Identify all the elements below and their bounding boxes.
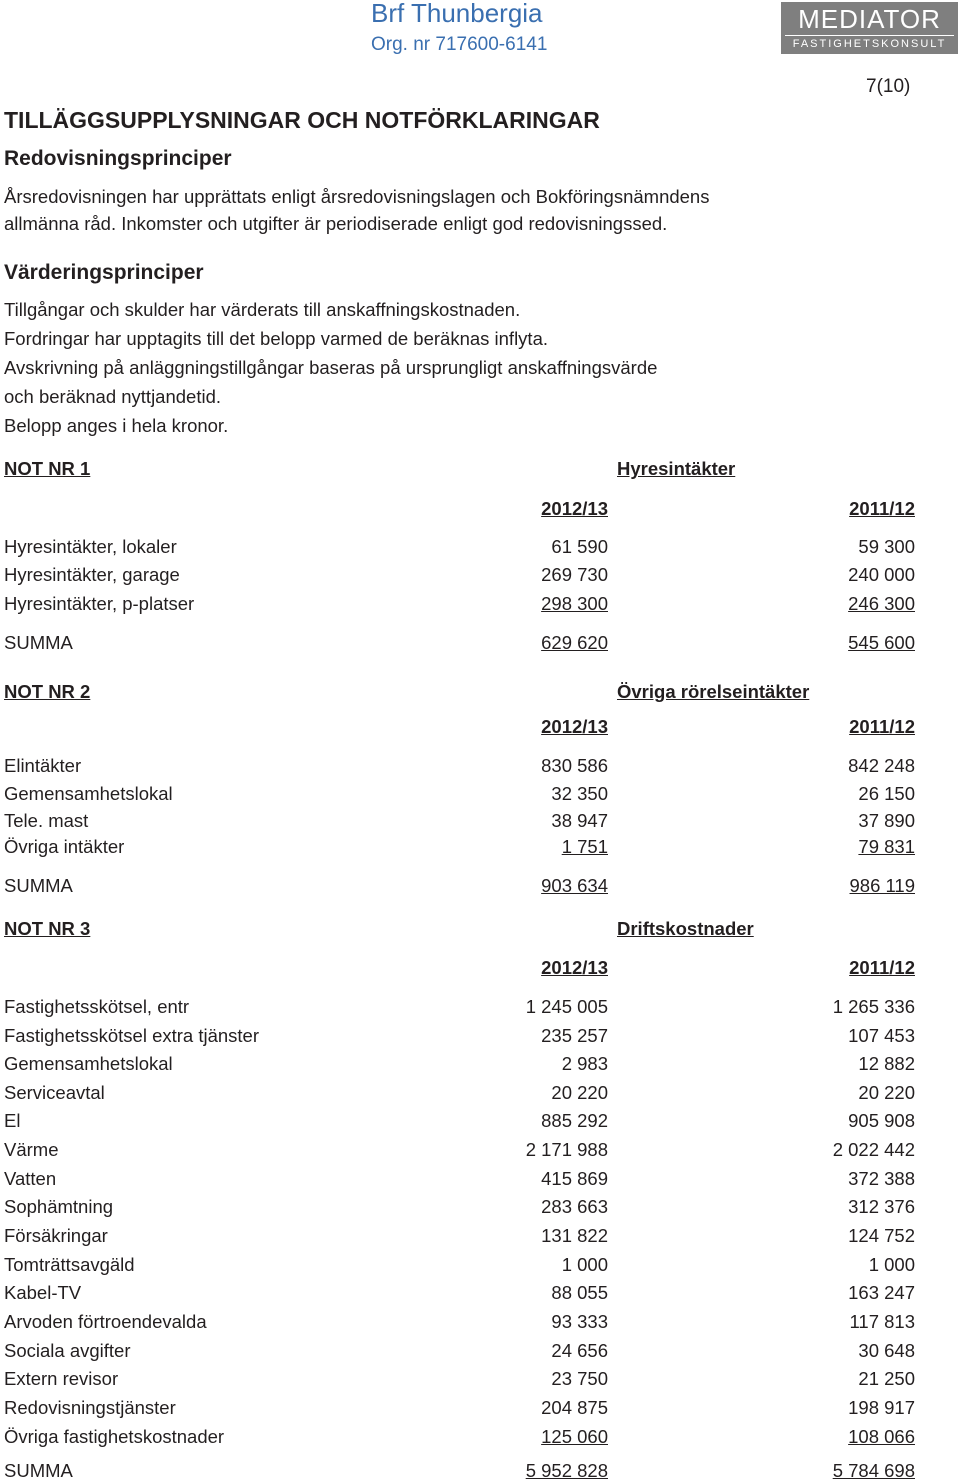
- table-row-label: Hyresintäkter, p-platser: [4, 593, 195, 614]
- table-row-value-previous: 107 453: [848, 1025, 915, 1046]
- accounting-principles-heading: Redovisningsprinciper: [4, 147, 232, 170]
- table-row-label: Gemensamhetslokal: [4, 783, 173, 804]
- table-row-value-previous: 163 247: [848, 1282, 915, 1303]
- table-row-label: Tele. mast: [4, 810, 89, 831]
- table-row-value-previous: 108 066: [848, 1426, 915, 1447]
- table-row-value-current: 830 586: [541, 755, 608, 776]
- table-row-label: Hyresintäkter, garage: [4, 564, 180, 585]
- table-row-value-current: 269 730: [541, 564, 608, 585]
- table-row-label: Övriga fastighetskostnader: [4, 1426, 225, 1447]
- logo-sub-text: FASTIGHETSKONSULT: [785, 35, 954, 50]
- table-row-value-current: 20 220: [551, 1082, 608, 1103]
- table-row-value-current: 88 055: [551, 1282, 608, 1303]
- table-row-value-previous: 124 752: [848, 1225, 915, 1246]
- table-row-value-current: 2 171 988: [525, 1139, 608, 1160]
- valuation-text-line: Tillgångar och skulder har värderats till anskaffningskostnaden.: [4, 299, 521, 320]
- table-row-value-previous: 240 000: [848, 564, 915, 585]
- table-row-label: Arvoden förtroendevalda: [4, 1311, 207, 1332]
- table-row-value-current: 93 333: [551, 1311, 608, 1332]
- organization-name: Brf Thunbergia: [371, 0, 543, 28]
- sum-value-current: 903 634: [541, 875, 608, 896]
- table-row-value-previous: 37 890: [858, 810, 915, 831]
- sum-label: SUMMA: [4, 1460, 73, 1481]
- table-row-label: Fastighetsskötsel, entr: [4, 996, 190, 1017]
- valuation-text-line: Belopp anges i hela kronor.: [4, 415, 229, 436]
- table-row-value-previous: 79 831: [858, 836, 915, 857]
- page-number: 7(10): [866, 76, 911, 97]
- note-3-title: Driftskostnader: [617, 918, 754, 939]
- note-1-year-current: 2012/13: [541, 498, 608, 519]
- table-row-value-current: 298 300: [541, 593, 608, 614]
- table-row-value-previous: 905 908: [848, 1110, 915, 1131]
- valuation-text-line: Fordringar har upptagits till det belopp varmed de beräknas inflyta.: [4, 328, 548, 349]
- table-row-value-current: 32 350: [551, 783, 608, 804]
- table-row-label: Kabel-TV: [4, 1282, 82, 1303]
- sum-value-current: 5 952 828: [525, 1460, 608, 1481]
- table-row-value-previous: 2 022 442: [832, 1139, 915, 1160]
- table-row-value-previous: 117 813: [849, 1311, 915, 1332]
- table-row-value-current: 131 822: [541, 1225, 608, 1246]
- table-row-label: Sophämtning: [4, 1196, 114, 1217]
- table-row-label: Sociala avgifter: [4, 1340, 131, 1361]
- table-row-value-previous: 198 917: [848, 1397, 915, 1418]
- logo-main-text: MEDIATOR: [798, 4, 941, 34]
- mediator-logo: [781, 2, 958, 54]
- table-row-value-current: 1 000: [561, 1254, 608, 1275]
- table-row-value-current: 235 257: [541, 1025, 608, 1046]
- note-2-year-current: 2012/13: [541, 716, 608, 737]
- table-row-value-current: 61 590: [551, 536, 608, 557]
- principles-text-line: Årsredovisningen har upprättats enligt årsredovisningslagen och Bokföringsnämndens: [4, 186, 710, 207]
- note-3-year-current: 2012/13: [541, 957, 608, 978]
- note-2-year-previous: 2011/12: [849, 716, 915, 737]
- table-row-value-current: 415 869: [541, 1168, 608, 1189]
- table-row-value-current: 885 292: [541, 1110, 608, 1131]
- table-row-value-current: 125 060: [541, 1426, 608, 1447]
- sum-value-current: 629 620: [541, 632, 608, 653]
- note-3-year-previous: 2011/12: [849, 957, 915, 978]
- table-row-value-previous: 1 265 336: [832, 996, 915, 1017]
- table-row-value-current: 38 947: [551, 810, 608, 831]
- note-1-number: NOT NR 1: [4, 458, 91, 479]
- table-row-label: Gemensamhetslokal: [4, 1053, 173, 1074]
- table-row-value-previous: 30 648: [858, 1340, 915, 1361]
- table-row-label: Tomträttsavgäld: [4, 1254, 135, 1275]
- organization-number: Org. nr 717600-6141: [371, 34, 548, 55]
- page-title: TILLÄGGSUPPLYSNINGAR OCH NOTFÖRKLARINGAR: [4, 107, 600, 133]
- table-row-label: Vatten: [4, 1168, 57, 1189]
- table-row-value-previous: 246 300: [848, 593, 915, 614]
- table-row-label: Extern revisor: [4, 1368, 119, 1389]
- table-row-label: Redovisningstjänster: [4, 1397, 176, 1418]
- table-row-label: El: [4, 1110, 21, 1131]
- table-row-value-previous: 312 376: [848, 1196, 915, 1217]
- table-row-value-previous: 26 150: [858, 783, 915, 804]
- note-2-number: NOT NR 2: [4, 681, 91, 702]
- note-1-title: Hyresintäkter: [617, 458, 736, 479]
- valuation-text-line: Avskrivning på anläggningstillgångar baseras på ursprungligt anskaffningsvärde: [4, 357, 658, 378]
- table-row-value-current: 24 656: [551, 1340, 608, 1361]
- table-row-label: Försäkringar: [4, 1225, 108, 1246]
- table-row-value-current: 204 875: [541, 1397, 608, 1418]
- table-row-label: Serviceavtal: [4, 1082, 105, 1103]
- table-row-value-previous: 12 882: [858, 1053, 915, 1074]
- table-row-value-current: 2 983: [561, 1053, 608, 1074]
- table-row-label: Hyresintäkter, lokaler: [4, 536, 177, 557]
- table-row-value-current: 283 663: [541, 1196, 608, 1217]
- table-row-label: Fastighetsskötsel extra tjänster: [4, 1025, 259, 1046]
- table-row-value-previous: 372 388: [848, 1168, 915, 1189]
- table-row-value-previous: 1 000: [868, 1254, 915, 1275]
- valuation-principles-heading: Värderingsprinciper: [4, 261, 204, 284]
- note-3-number: NOT NR 3: [4, 918, 91, 939]
- table-row-label: Värme: [4, 1139, 59, 1160]
- valuation-text-line: och beräknad nyttjandetid.: [4, 386, 222, 407]
- principles-text-line: allmänna råd. Inkomster och utgifter är periodiserade enligt god redovisningssed.: [4, 213, 668, 234]
- table-row-value-current: 1 751: [561, 836, 608, 857]
- table-row-value-current: 1 245 005: [525, 996, 608, 1017]
- sum-label: SUMMA: [4, 875, 73, 896]
- table-row-value-previous: 20 220: [858, 1082, 915, 1103]
- table-row-label: Övriga intäkter: [4, 836, 125, 857]
- sum-label: SUMMA: [4, 632, 73, 653]
- table-row-value-previous: 21 250: [858, 1368, 915, 1389]
- note-1-year-previous: 2011/12: [849, 498, 915, 519]
- table-row-value-current: 23 750: [551, 1368, 608, 1389]
- sum-value-previous: 545 600: [848, 632, 915, 653]
- table-row-value-previous: 842 248: [848, 755, 915, 776]
- sum-value-previous: 986 119: [849, 875, 915, 896]
- table-row-value-previous: 59 300: [858, 536, 915, 557]
- note-2-title: Övriga rörelseintäkter: [617, 681, 810, 702]
- table-row-label: Elintäkter: [4, 755, 82, 776]
- sum-value-previous: 5 784 698: [832, 1460, 915, 1481]
